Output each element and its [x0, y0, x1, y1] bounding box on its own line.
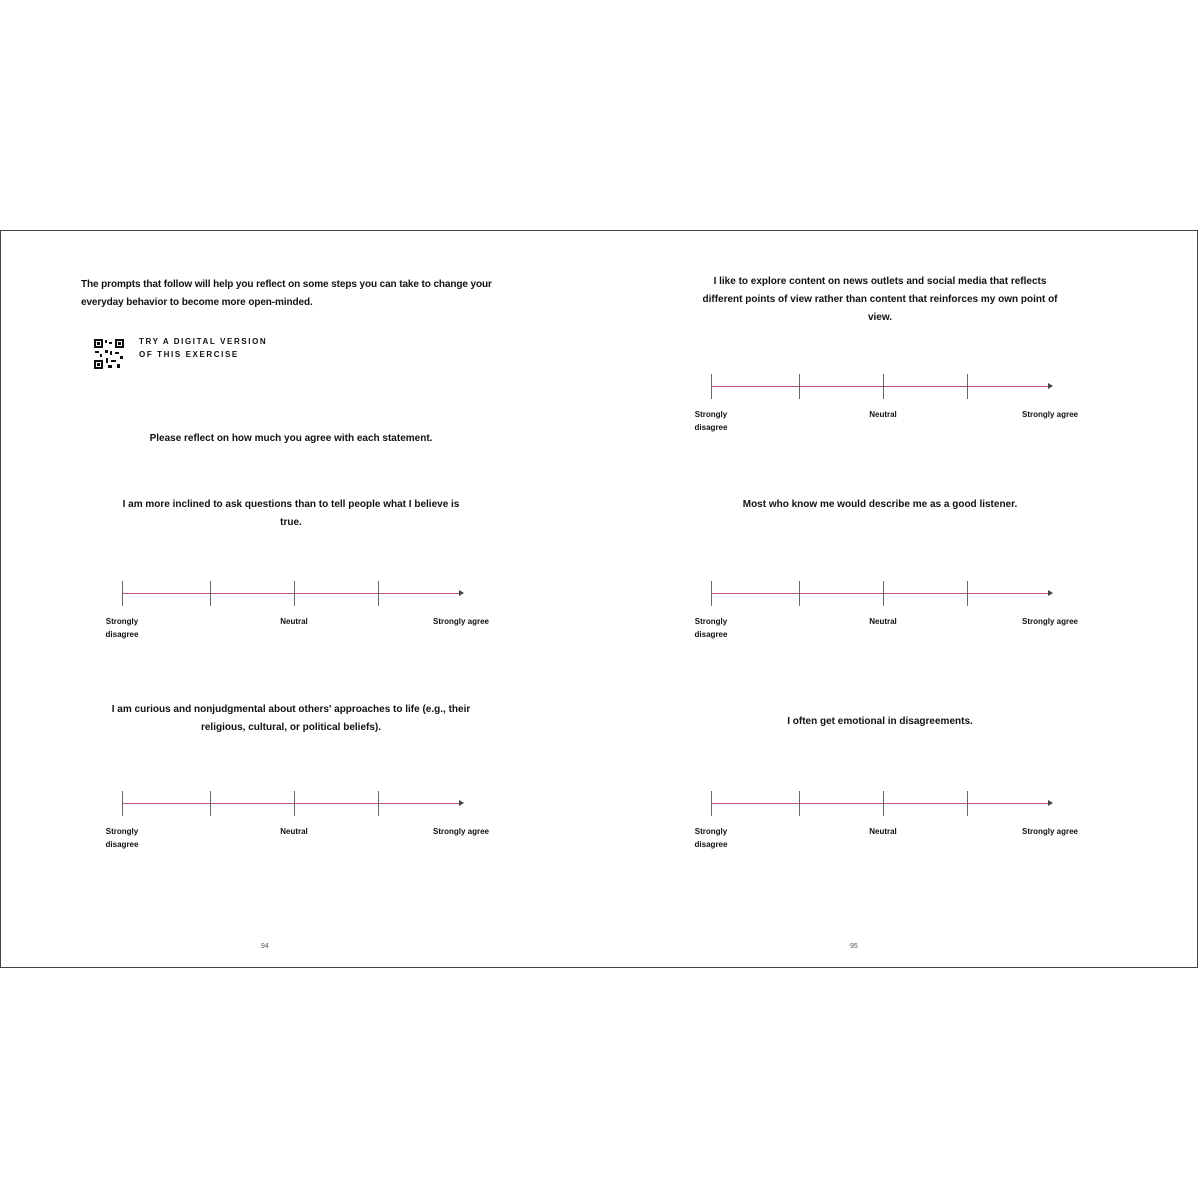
scale-label-right: Strongly agree [432, 617, 489, 626]
scale-label-left: Strongly disagree [105, 617, 139, 639]
scale-label-right: Strongly agree [1021, 827, 1078, 836]
scale-label-middle: Neutral [869, 827, 897, 836]
rating-scale-1[interactable] [105, 581, 522, 651]
statement-3: I like to explore content on news outlets and social media that reflects different points of view rather than content that reinforces my own point of view. [702, 276, 1058, 323]
scale-label-middle: Neutral [280, 827, 308, 836]
scale-line [122, 593, 462, 594]
scale-tick[interactable] [711, 791, 712, 816]
scale-label-right: Strongly agree [432, 827, 489, 836]
scale-tick[interactable] [378, 791, 379, 816]
intro-text: The prompts that follow will help you reflect on some steps you can take to change your everyday behavior to become more open-minded. [81, 279, 492, 308]
scale-line [711, 803, 1051, 804]
scale-tick[interactable] [883, 374, 884, 399]
right-page [600, 231, 1199, 967]
page-number: 94 [261, 943, 269, 950]
left-page [1, 231, 600, 967]
scale-label-left: Strongly disagree [694, 827, 728, 849]
scale-tick[interactable] [122, 791, 123, 816]
statement-2: I am curious and nonjudgmental about others' approaches to life (e.g., their religious, cultural, or political beliefs). [111, 704, 471, 733]
scale-tick[interactable] [799, 791, 800, 816]
arrow-icon [1048, 800, 1053, 806]
scale-label-right: Strongly agree [1021, 617, 1078, 626]
scale-label-middle: Neutral [869, 617, 897, 626]
scale-tick[interactable] [967, 581, 968, 606]
instruction-text: Please reflect on how much you agree with each statement. [149, 433, 433, 444]
rating-scale-3[interactable] [694, 374, 1111, 444]
scale-tick[interactable] [210, 791, 211, 816]
scale-label-right: Strongly agree [1021, 410, 1078, 419]
scale-tick[interactable] [799, 581, 800, 606]
scale-label-middle: Neutral [869, 410, 897, 419]
scale-label-left: Strongly disagree [105, 827, 139, 849]
scale-line [711, 593, 1051, 594]
qr-label: TRY A DIGITAL VERSION OF THIS EXERCISE [139, 337, 268, 359]
scale-tick[interactable] [294, 791, 295, 816]
qr-code-icon[interactable] [93, 338, 125, 370]
scale-tick[interactable] [378, 581, 379, 606]
scale-label-middle: Neutral [280, 617, 308, 626]
rating-scale-2[interactable] [105, 791, 522, 861]
scale-label-left: Strongly disagree [694, 410, 728, 432]
scale-tick[interactable] [711, 374, 712, 399]
scale-tick[interactable] [210, 581, 211, 606]
scale-tick[interactable] [799, 374, 800, 399]
statement-5: I often get emotional in disagreements. [787, 716, 973, 727]
scale-line [122, 803, 462, 804]
scale-tick[interactable] [711, 581, 712, 606]
scale-label-left: Strongly disagree [694, 617, 728, 639]
page-number: 95 [850, 943, 858, 950]
statement-4: Most who know me would describe me as a good listener. [742, 499, 1018, 510]
rating-scale-4[interactable] [694, 581, 1111, 651]
statement-1: I am more inclined to ask questions than to tell people what I believe is true. [122, 499, 460, 528]
scale-line [711, 386, 1051, 387]
scale-tick[interactable] [967, 374, 968, 399]
scale-tick[interactable] [967, 791, 968, 816]
arrow-icon [459, 590, 464, 596]
arrow-icon [459, 800, 464, 806]
arrow-icon [1048, 590, 1053, 596]
book-spread [0, 230, 1198, 968]
scale-tick[interactable] [122, 581, 123, 606]
arrow-icon [1048, 383, 1053, 389]
scale-tick[interactable] [883, 581, 884, 606]
scale-tick[interactable] [294, 581, 295, 606]
scale-tick[interactable] [883, 791, 884, 816]
rating-scale-5[interactable] [694, 791, 1111, 861]
